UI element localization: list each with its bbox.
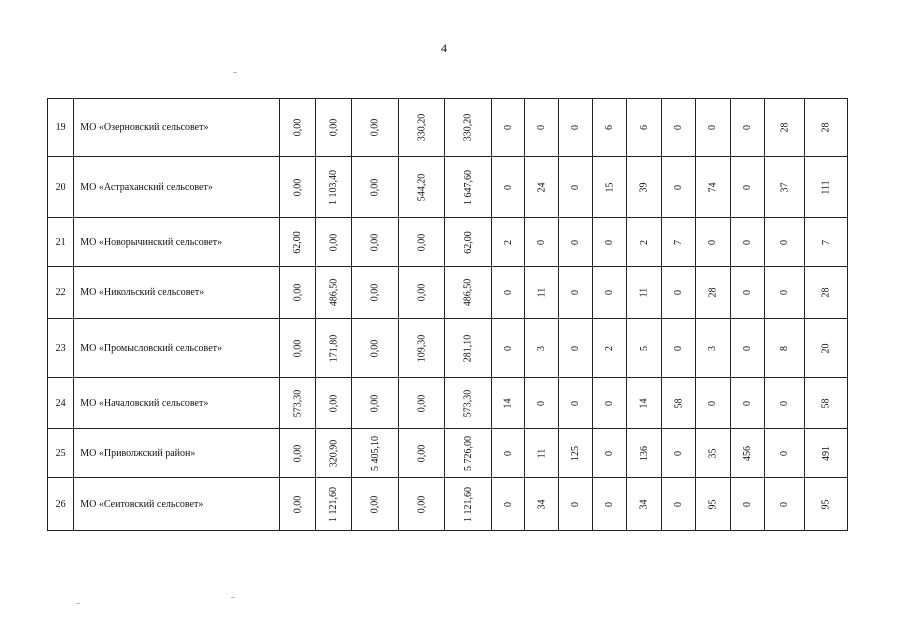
value-text: 74 — [707, 182, 719, 192]
value-text: 0 — [502, 345, 514, 351]
value-cell — [279, 99, 315, 157]
value-text: 0,00 — [369, 394, 381, 412]
value-cell — [593, 157, 627, 218]
value-text: 6 — [638, 125, 650, 130]
value-text: 0 — [569, 400, 581, 406]
value-cell — [352, 319, 399, 378]
municipality-name: МО «Никольский сельсовет» — [74, 267, 279, 319]
value-cell — [525, 378, 558, 429]
value-text: 0 — [741, 184, 753, 190]
value-text: 0 — [502, 184, 514, 190]
value-cell — [398, 429, 445, 478]
value-cell — [805, 157, 848, 218]
value-cell — [558, 429, 592, 478]
value-text: 95 — [820, 499, 832, 509]
value-text: 11 — [535, 287, 547, 298]
value-text: 0 — [673, 501, 684, 507]
value-cell — [764, 218, 804, 267]
value-text: 0 — [569, 345, 581, 351]
value-text: 125 — [569, 445, 581, 461]
value-cell — [445, 429, 492, 478]
table-row — [48, 157, 848, 218]
value-cell — [315, 319, 351, 378]
municipality-name: МО «Озерновский сельсовет» — [74, 99, 279, 157]
value-cell — [627, 99, 661, 157]
value-text: 136 — [638, 445, 650, 461]
value-cell — [352, 218, 399, 267]
value-text: 1 647,60 — [462, 169, 474, 205]
value-cell — [279, 218, 315, 267]
value-cell — [805, 319, 848, 378]
value-text: 0,00 — [369, 233, 381, 251]
value-cell — [696, 218, 730, 267]
value-cell — [491, 378, 524, 429]
row-number: 26 — [48, 478, 74, 531]
value-cell — [315, 478, 351, 531]
value-cell — [730, 429, 764, 478]
value-cell — [730, 319, 764, 378]
value-text: 1 121,60 — [328, 486, 340, 522]
value-cell — [764, 99, 804, 157]
value-text: 0 — [604, 290, 616, 295]
value-text: 0 — [741, 125, 753, 130]
table-row — [48, 218, 848, 267]
value-cell — [398, 267, 445, 319]
value-text: 20 — [820, 343, 832, 353]
municipality-name: МО «Началовский сельсовет» — [74, 378, 279, 429]
value-text: 0 — [779, 501, 791, 507]
value-cell — [525, 267, 558, 319]
value-text: 0,00 — [369, 178, 381, 196]
value-cell — [398, 378, 445, 429]
table-row — [48, 267, 848, 319]
value-cell — [558, 267, 592, 319]
value-cell — [661, 378, 695, 429]
table-body — [48, 99, 848, 531]
value-text: 58 — [673, 398, 684, 408]
value-cell — [661, 267, 695, 319]
value-text: 0 — [779, 400, 791, 406]
value-text: 0,00 — [291, 339, 303, 357]
table-row — [48, 99, 848, 157]
value-text: 7 — [673, 239, 684, 245]
value-cell — [805, 267, 848, 319]
value-text: 573,30 — [291, 389, 303, 417]
value-cell — [491, 218, 524, 267]
value-cell — [696, 319, 730, 378]
municipality-name: МО «Новорычинский сельсовет» — [74, 218, 279, 267]
value-text: 0,00 — [416, 233, 428, 251]
value-cell — [661, 429, 695, 478]
value-cell — [661, 218, 695, 267]
value-cell — [627, 319, 661, 378]
value-cell — [398, 157, 445, 218]
value-text: 171,80 — [328, 334, 340, 362]
value-text: 0 — [741, 501, 753, 507]
value-text: 0 — [604, 501, 616, 507]
municipality-name: МО «Приволжский район» — [74, 429, 279, 478]
value-text: 0,00 — [369, 339, 381, 357]
scan-mark — [231, 597, 235, 598]
value-cell — [730, 157, 764, 218]
value-text: 2 — [502, 239, 514, 245]
value-text: 456 — [741, 445, 753, 461]
value-text: 0 — [569, 290, 581, 295]
value-cell — [730, 267, 764, 319]
value-cell — [445, 378, 492, 429]
value-cell — [805, 378, 848, 429]
value-text: 28 — [820, 287, 832, 298]
value-cell — [558, 157, 592, 218]
municipality-name: МО «Астраханский сельсовет» — [74, 157, 279, 218]
row-number: 21 — [48, 218, 74, 267]
value-cell — [445, 157, 492, 218]
value-text: 0 — [707, 400, 719, 406]
page-number: 4 — [441, 41, 447, 55]
value-text: 0,00 — [291, 444, 303, 462]
value-cell — [661, 319, 695, 378]
value-text: 0 — [569, 501, 581, 507]
value-cell — [593, 319, 627, 378]
value-text: 0 — [741, 400, 753, 406]
value-cell — [525, 99, 558, 157]
value-cell — [558, 378, 592, 429]
value-text: 5 — [638, 345, 650, 351]
value-cell — [352, 267, 399, 319]
value-text: 573,30 — [462, 389, 474, 417]
value-text: 2 — [604, 345, 616, 351]
value-text: 0 — [741, 290, 753, 295]
value-cell — [661, 157, 695, 218]
row-number: 25 — [48, 429, 74, 478]
value-cell — [352, 478, 399, 531]
value-text: 6 — [604, 125, 616, 130]
data-table — [47, 98, 848, 531]
value-text: 95 — [707, 499, 719, 509]
value-text: 330,20 — [462, 113, 474, 142]
value-text: 0 — [502, 450, 514, 456]
value-text: 1 103,40 — [328, 169, 340, 205]
value-text: 0 — [502, 501, 514, 507]
table-row — [48, 378, 848, 429]
value-cell — [627, 218, 661, 267]
value-text: 0,00 — [291, 495, 303, 513]
value-text: 0 — [536, 125, 547, 130]
scan-mark — [76, 603, 80, 604]
value-cell — [627, 378, 661, 429]
value-text: 330,20 — [416, 113, 428, 142]
value-cell — [445, 218, 492, 267]
value-cell — [279, 378, 315, 429]
value-cell — [805, 478, 848, 531]
value-cell — [696, 99, 730, 157]
value-text: 5 726,00 — [462, 435, 474, 471]
value-text: 0 — [707, 125, 719, 130]
value-cell — [764, 378, 804, 429]
value-text: 0,00 — [328, 118, 340, 137]
value-cell — [661, 478, 695, 531]
value-text: 28 — [707, 287, 719, 298]
row-number: 20 — [48, 157, 74, 218]
value-text: 11 — [638, 287, 650, 298]
value-cell — [558, 478, 592, 531]
value-cell — [491, 429, 524, 478]
value-cell — [445, 478, 492, 531]
value-text: 0 — [569, 184, 581, 190]
value-text: 0 — [673, 450, 684, 456]
value-cell — [805, 429, 848, 478]
value-text: 39 — [638, 182, 650, 192]
value-text: 0,00 — [369, 495, 381, 513]
value-cell — [279, 157, 315, 218]
value-text: 0 — [502, 125, 514, 130]
scan-mark — [233, 72, 237, 73]
value-text: 5 405,10 — [369, 435, 381, 471]
table-row — [48, 478, 848, 531]
value-cell — [352, 157, 399, 218]
value-text: 0 — [673, 290, 684, 295]
value-text: 0,00 — [416, 283, 428, 302]
value-text: 0,00 — [369, 283, 381, 302]
value-cell — [558, 319, 592, 378]
municipality-name: МО «Промысловский сельсовет» — [74, 319, 279, 378]
value-cell — [491, 267, 524, 319]
value-text: 34 — [638, 499, 650, 509]
value-cell — [696, 478, 730, 531]
value-cell — [525, 157, 558, 218]
value-cell — [279, 267, 315, 319]
value-cell — [764, 429, 804, 478]
value-text: 491 — [820, 445, 832, 461]
row-number: 19 — [48, 99, 74, 157]
value-cell — [593, 429, 627, 478]
value-cell — [805, 218, 848, 267]
value-text: 0 — [502, 290, 514, 295]
value-cell — [398, 218, 445, 267]
value-text: 28 — [779, 122, 791, 133]
value-text: 0,00 — [291, 118, 303, 137]
value-cell — [558, 99, 592, 157]
value-cell — [491, 157, 524, 218]
value-cell — [593, 218, 627, 267]
value-text: 11 — [535, 448, 547, 458]
value-text: 0 — [604, 239, 616, 245]
value-cell — [315, 157, 351, 218]
value-cell — [627, 157, 661, 218]
value-text: 0 — [779, 239, 791, 245]
value-cell — [593, 267, 627, 319]
value-text: 3 — [536, 345, 547, 351]
value-cell — [352, 429, 399, 478]
value-cell — [525, 319, 558, 378]
value-text: 281,10 — [462, 334, 474, 362]
value-text: 0,00 — [328, 233, 340, 251]
value-cell — [730, 478, 764, 531]
value-cell — [315, 218, 351, 267]
value-text: 0 — [569, 125, 581, 130]
value-cell — [279, 478, 315, 531]
value-cell — [445, 267, 492, 319]
value-text: 0 — [779, 290, 791, 295]
value-cell — [764, 267, 804, 319]
value-cell — [491, 99, 524, 157]
value-cell — [558, 218, 592, 267]
value-text: 486,50 — [462, 278, 474, 307]
value-cell — [764, 157, 804, 218]
value-text: 320,90 — [328, 439, 340, 467]
value-text: 111 — [820, 179, 832, 195]
value-cell — [627, 429, 661, 478]
value-text: 0,00 — [416, 394, 428, 412]
value-text: 2 — [638, 239, 650, 245]
value-text: 1 121,60 — [462, 486, 474, 522]
value-text: 28 — [820, 122, 832, 133]
value-cell — [491, 478, 524, 531]
value-text: 14 — [502, 398, 514, 408]
value-cell — [730, 378, 764, 429]
value-text: 0,00 — [291, 178, 303, 196]
value-cell — [315, 99, 351, 157]
value-text: 0 — [673, 345, 684, 351]
value-text: 0 — [741, 239, 753, 245]
value-text: 0,00 — [369, 118, 381, 137]
value-text: 544,20 — [416, 173, 428, 201]
value-cell — [696, 378, 730, 429]
value-text: 62,00 — [462, 230, 474, 254]
value-cell — [525, 478, 558, 531]
value-text: 109,30 — [416, 334, 428, 362]
value-text: 8 — [779, 345, 791, 351]
value-cell — [525, 218, 558, 267]
value-text: 0 — [536, 239, 547, 245]
value-text: 0 — [604, 400, 616, 406]
value-cell — [627, 478, 661, 531]
value-text: 486,50 — [328, 278, 340, 307]
value-text: 0 — [604, 450, 616, 456]
value-cell — [445, 319, 492, 378]
value-text: 0 — [569, 239, 581, 245]
value-text: 34 — [536, 499, 547, 509]
value-cell — [730, 218, 764, 267]
value-cell — [696, 267, 730, 319]
value-text: 3 — [707, 345, 719, 351]
value-cell — [398, 99, 445, 157]
value-text: 15 — [604, 182, 616, 192]
value-text: 0,00 — [328, 394, 340, 412]
value-cell — [398, 319, 445, 378]
table-row — [48, 429, 848, 478]
value-cell — [445, 99, 492, 157]
value-text: 35 — [707, 448, 719, 458]
value-cell — [593, 99, 627, 157]
value-cell — [315, 429, 351, 478]
value-cell — [593, 478, 627, 531]
value-text: 7 — [820, 239, 832, 245]
value-cell — [627, 267, 661, 319]
value-text: 0 — [536, 400, 547, 406]
value-text: 58 — [820, 398, 832, 408]
value-text: 37 — [779, 182, 791, 192]
value-text: 62,00 — [291, 230, 303, 254]
value-cell — [352, 99, 399, 157]
value-cell — [491, 319, 524, 378]
value-cell — [805, 99, 848, 157]
value-text: 0 — [673, 184, 684, 190]
value-text: 24 — [536, 182, 547, 192]
value-cell — [315, 267, 351, 319]
value-text: 0,00 — [416, 444, 428, 462]
value-cell — [352, 378, 399, 429]
value-text: 0 — [673, 125, 684, 130]
municipality-name: МО «Сеитовский сельсовет» — [74, 478, 279, 531]
value-cell — [696, 429, 730, 478]
value-text: 14 — [638, 398, 650, 408]
value-cell — [593, 378, 627, 429]
value-cell — [398, 478, 445, 531]
value-text: 0 — [741, 345, 753, 351]
value-cell — [764, 478, 804, 531]
value-text: 0,00 — [291, 283, 303, 302]
value-cell — [696, 157, 730, 218]
row-number: 22 — [48, 267, 74, 319]
value-cell — [764, 319, 804, 378]
value-text: 0,00 — [416, 495, 428, 513]
value-text: 0 — [779, 450, 791, 456]
value-cell — [279, 429, 315, 478]
row-number: 24 — [48, 378, 74, 429]
value-cell — [661, 99, 695, 157]
row-number: 23 — [48, 319, 74, 378]
value-cell — [279, 319, 315, 378]
value-cell — [730, 99, 764, 157]
value-cell — [525, 429, 558, 478]
table-row — [48, 319, 848, 378]
value-text: 0 — [707, 239, 719, 245]
value-cell — [315, 378, 351, 429]
